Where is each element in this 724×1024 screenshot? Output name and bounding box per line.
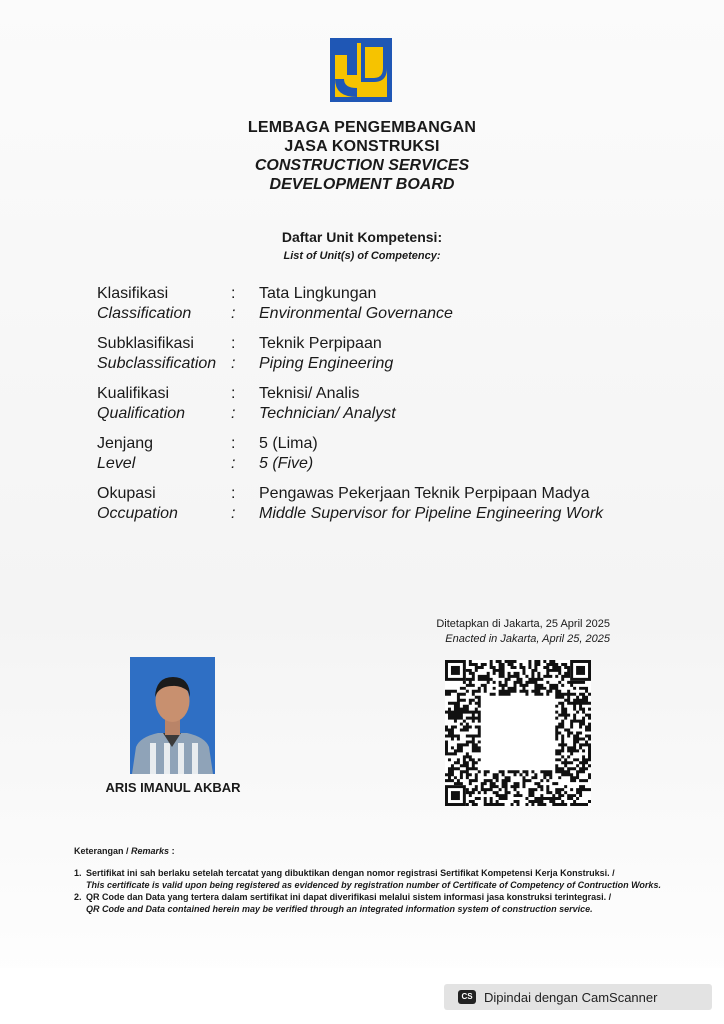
field-value-en: Environmental Governance [259,305,453,322]
field-label-en: Occupation [97,505,178,522]
field-colon: : [231,285,236,302]
list-title [0,228,724,264]
pu-logo-icon [330,38,392,102]
issuer-name-line-1: LEMBAGA PENGEMBANGAN [247,119,477,136]
field-classification [97,284,677,334]
field-colon: : [231,385,236,402]
camscanner-text: Dipindai dengan CamScanner [484,989,658,1005]
field-label: Klasifikasi [97,285,169,302]
remark-text-en: This certificate is valid upon being registered as evidenced by registration number of Certificate of Competency of Contruction Works. [86,880,661,890]
issuer-name-en-line-1: CONSTRUCTION SERVICES [254,157,470,174]
remarks-heading-id: Keterangan / [74,846,129,856]
remark-number: 2. [74,892,82,902]
field-value: Teknik Perpipaan [259,335,382,352]
field-colon: : [231,335,236,352]
list-title-id: Daftar Unit Kompetensi: [281,229,443,245]
field-label: Kualifikasi [97,385,170,402]
field-value: 5 (Lima) [259,435,318,452]
field-colon: : [231,305,236,322]
field-colon: : [231,435,236,452]
remark-text-id: Sertifikat ini sah berlaku setelah tercatat yang dibuktikan dengan nomor registrasi Sertifikat Kompetensi Kerja Konstruksi. / [86,868,615,878]
qr-finder-pattern [445,785,466,806]
field-label: Jenjang [97,435,154,452]
qr-code-icon[interactable] [445,660,591,806]
field-label-en: Subclassification [97,355,217,372]
remark-item [74,891,664,915]
field-value-en: Technician/ Analyst [259,405,396,422]
issuer-name-en-line-2: DEVELOPMENT BOARD [269,176,455,193]
remark-text-id: QR Code dan Data yang tertera dalam sertifikat ini dapat diverifikasi melalui sistem informasi jasa konstruksi terintegrasi. / [86,892,612,902]
qr-finder-pattern [570,660,591,681]
holder-photo [130,657,215,774]
field-qualification [97,384,677,434]
camscanner-watermark [444,984,712,1010]
field-colon: : [231,455,236,472]
field-colon: : [231,505,236,522]
competency-fields [97,284,677,534]
field-value-en: Middle Supervisor for Pipeline Engineering Work [259,505,604,522]
field-label-en: Level [97,455,136,472]
field-value-en: 5 (Five) [259,455,314,472]
remarks-section [74,845,664,915]
field-colon: : [231,485,236,502]
field-colon: : [231,405,236,422]
remarks-heading-en: Remarks [131,846,170,856]
remarks-heading [74,845,664,857]
issuer-name-line-2: JASA KONSTRUKSI [284,138,440,155]
remarks-heading-suffix: : [171,846,175,856]
field-subclassification [97,334,677,384]
remark-item [74,867,664,891]
remark-number: 1. [74,868,82,878]
enacted-en: Enacted in Jakarta, April 25, 2025 [445,633,610,645]
qr-finder-pattern [445,660,466,681]
field-value-en: Piping Engineering [259,355,394,372]
person-silhouette-icon [130,657,215,774]
camscanner-logo-icon: CS [458,990,476,1004]
enacted-place-date [360,617,610,647]
field-value: Tata Lingkungan [259,285,377,302]
qr-modules [445,660,591,806]
remark-text-en: QR Code and Data contained herein may be verified through an integrated information system of construction service. [86,904,593,914]
issuer-header [0,118,724,194]
field-level [97,434,677,484]
field-value: Teknisi/ Analis [259,385,360,402]
field-label-en: Classification [97,305,192,322]
list-title-en: List of Unit(s) of Competency: [283,250,441,262]
field-value: Pengawas Pekerjaan Teknik Perpipaan Madya [259,485,590,502]
holder-name: ARIS IMANUL AKBAR [105,780,241,795]
field-label: Subklasifikasi [97,335,194,352]
field-label: Okupasi [97,485,156,502]
field-occupation [97,484,677,534]
field-label-en: Qualification [97,405,186,422]
enacted-id: Ditetapkan di Jakarta, 25 April 2025 [436,618,610,630]
field-colon: : [231,355,236,372]
